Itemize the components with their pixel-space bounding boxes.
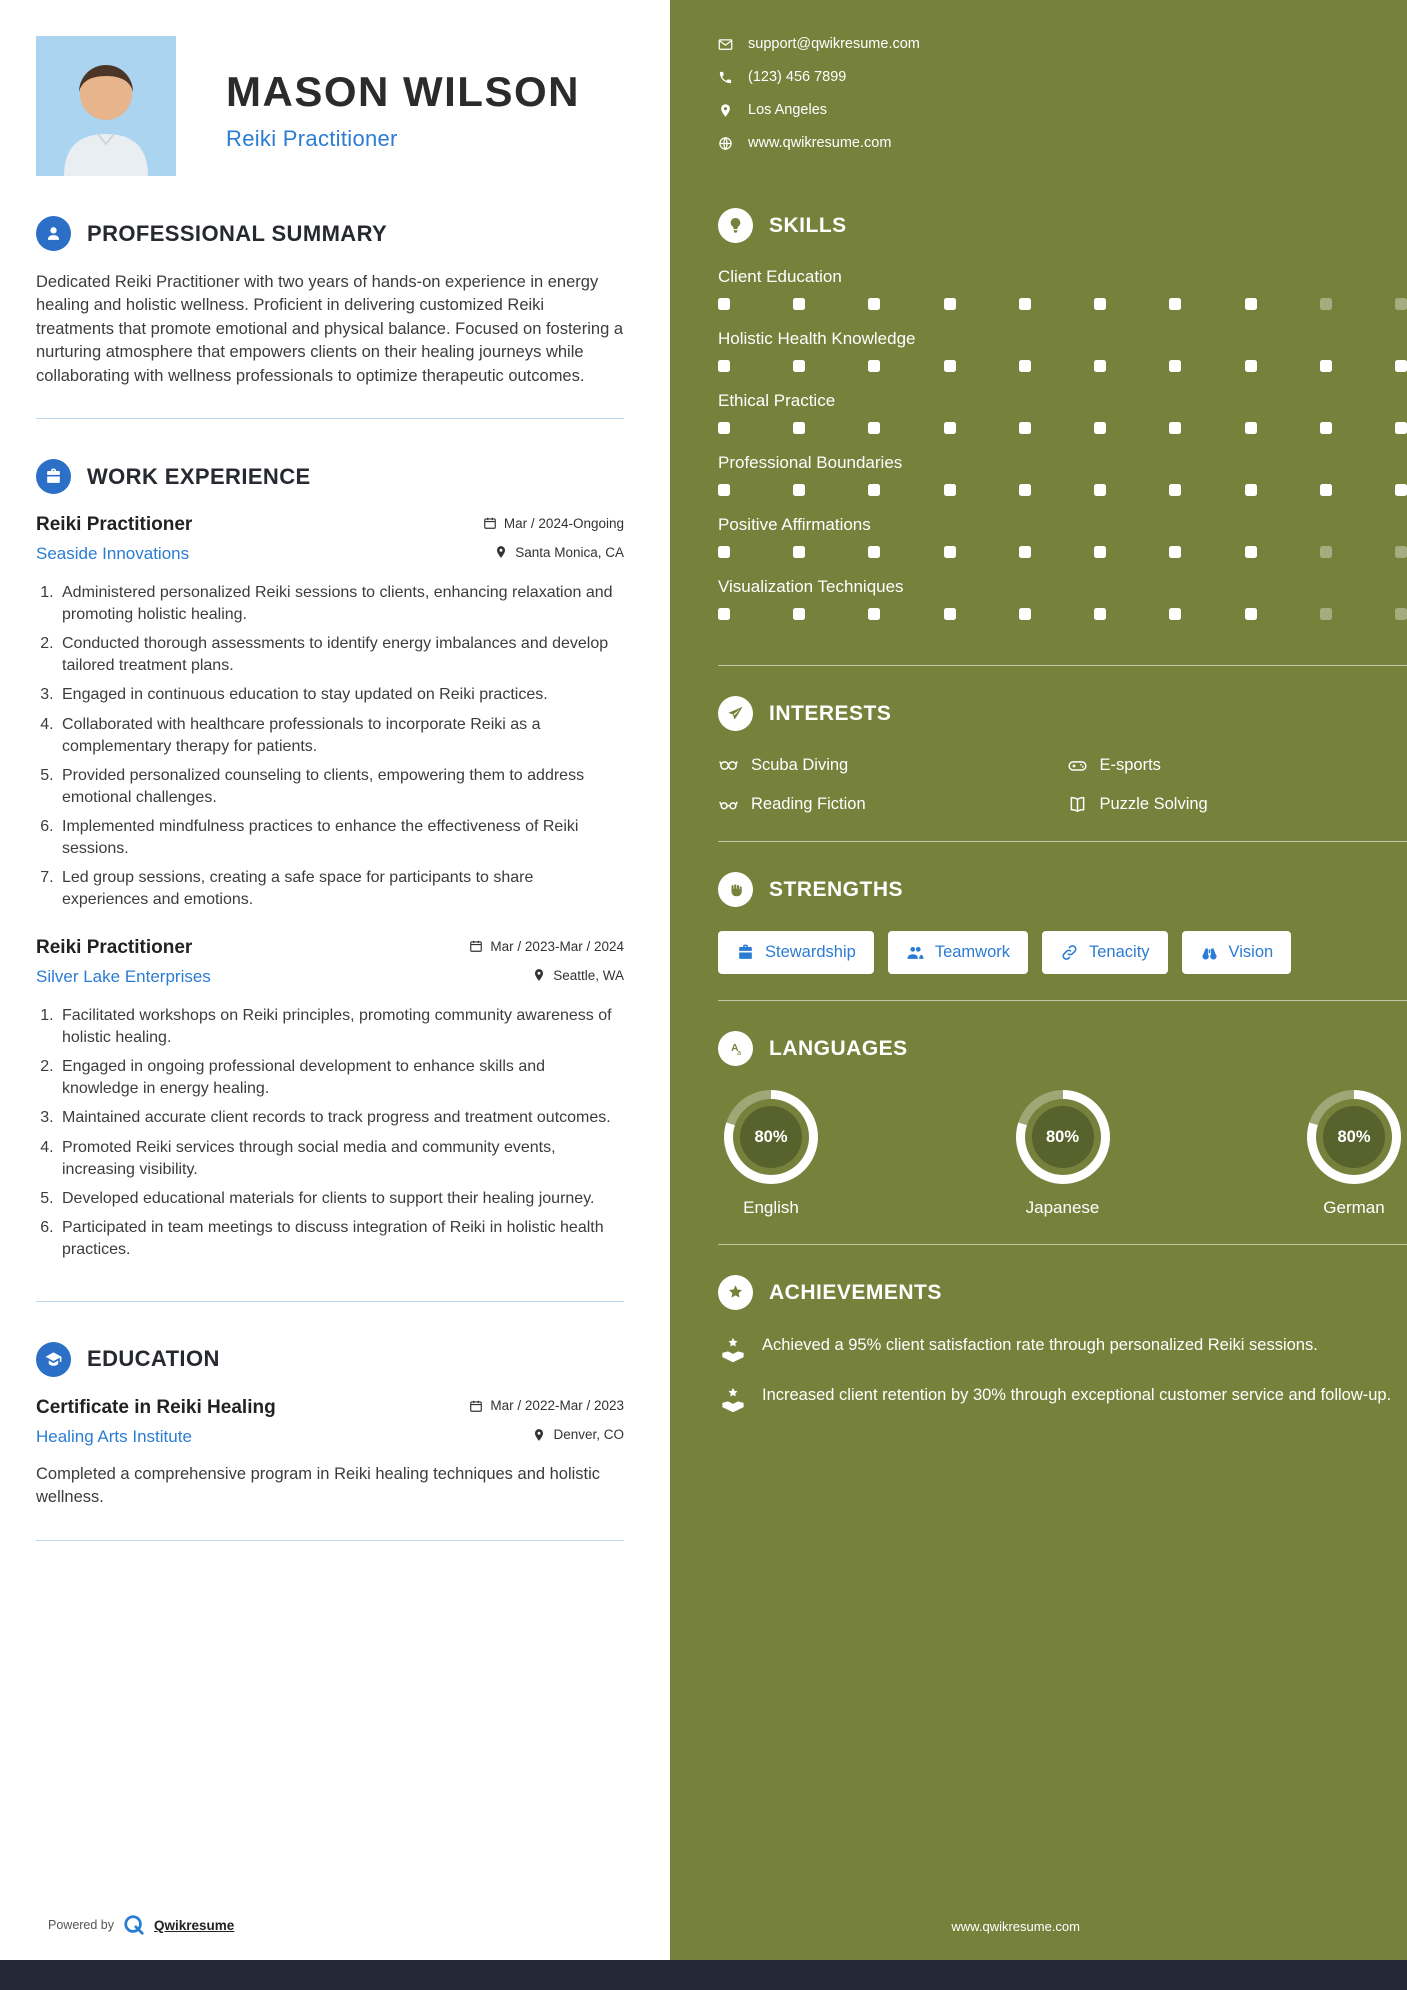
skill-name: Positive Affirmations: [718, 515, 871, 534]
strength-stewardship: [718, 931, 874, 974]
job-company-row: [36, 544, 624, 564]
skill-level-square: [1245, 422, 1257, 434]
contact-block: [718, 36, 1407, 168]
strengths-grid: [718, 931, 1407, 974]
language-progress-ring: [1307, 1090, 1401, 1184]
skill-item: [718, 515, 1407, 558]
svg-text:a: a: [737, 1048, 742, 1057]
skill-level-square: [1019, 484, 1031, 496]
job-company: Seaside Innovations: [36, 544, 190, 564]
job-entry: [36, 514, 624, 911]
skill-level-square: [718, 360, 730, 372]
calendar-icon: [469, 1399, 483, 1413]
translate-icon: [718, 1031, 753, 1066]
interest-item: [1067, 755, 1407, 776]
sidebar-content: [718, 36, 1407, 1940]
skill-level-square: [1019, 422, 1031, 434]
skill-item: [718, 391, 1407, 434]
language-name: Japanese: [1025, 1198, 1100, 1217]
job-title: Reiki Practitioner: [36, 514, 193, 536]
pin-icon: [494, 545, 508, 559]
education-school-row: [36, 1427, 624, 1447]
skill-level-square: [718, 608, 730, 620]
skill-level-square: [793, 298, 805, 310]
experience-bullet: 4. Collaborated with healthcare professionals to incorporate Reiki as a complementary therapy for patients.: [58, 714, 624, 758]
experience-bullet: 5. Developed educational materials for clients to support their healing journey.: [58, 1188, 624, 1210]
skill-level-square: [1395, 546, 1407, 558]
interest-label: Reading Fiction: [751, 795, 866, 813]
glasses-icon: [718, 794, 739, 815]
languages-heading: LANGUAGES: [769, 1036, 908, 1060]
skill-level-square: [793, 422, 805, 434]
candidate-name: MASON WILSON: [226, 68, 580, 115]
degree-title: Certificate in Reiki Healing: [36, 1396, 276, 1418]
skill-level-square: [718, 484, 730, 496]
skill-level-square: [868, 546, 880, 558]
skill-level-square: [1320, 298, 1332, 310]
skill-level-square: [1094, 298, 1106, 310]
strength-label: Vision: [1228, 943, 1274, 961]
interest-label: Puzzle Solving: [1099, 795, 1208, 813]
skill-level-square: [1245, 298, 1257, 310]
skill-level-square: [944, 360, 956, 372]
candidate-title: Reiki Practitioner: [226, 126, 398, 151]
skill-level-square: [1019, 360, 1031, 372]
contact-phone: (123) 456 7899: [748, 69, 847, 85]
language-name: German: [1323, 1198, 1385, 1217]
left-column: [0, 0, 670, 1960]
bottom-accent-bar: [0, 1960, 1407, 1990]
name-block: [226, 36, 580, 176]
skill-level-square: [868, 360, 880, 372]
languages-section: [718, 1031, 1407, 1218]
skill-level-meter: [718, 422, 1407, 434]
experience-bullet: 1. Administered personalized Reiki sessions to clients, enhancing relaxation and promoting holistic healing.: [58, 582, 624, 626]
education-dates: [469, 1398, 624, 1413]
skill-level-square: [1169, 546, 1181, 558]
interests-section-head: [718, 696, 1407, 731]
experience-bullet: 4. Promoted Reiki services through social media and community events, increasing visibility.: [58, 1137, 624, 1181]
contact-email-row: [718, 36, 1407, 52]
hand-star-icon: [718, 1336, 748, 1366]
section-divider: [36, 418, 624, 419]
experience-bullet: 1. Facilitated workshops on Reiki principles, promoting community awareness of holistic healing.: [58, 1005, 624, 1049]
profile-photo: [36, 36, 176, 176]
experience-bullet: 7. Led group sessions, creating a safe space for participants to share experiences and emotions.: [58, 867, 624, 911]
skill-level-square: [1395, 484, 1407, 496]
interest-label: Scuba Diving: [751, 756, 849, 774]
graduation-cap-icon: [36, 1342, 71, 1377]
achievements-section-head: [718, 1275, 1407, 1310]
skill-level-square: [944, 546, 956, 558]
skill-level-square: [1245, 608, 1257, 620]
skills-heading: SKILLS: [769, 213, 847, 237]
job-dates: [483, 516, 624, 531]
strength-vision: [1182, 931, 1292, 974]
job-title-row: [36, 937, 624, 959]
skill-level-square: [793, 608, 805, 620]
summary-section: [36, 216, 624, 388]
sidebar-footer-site[interactable]: www.qwikresume.com: [951, 1919, 1080, 1934]
powered-by-label: Powered by: [48, 1918, 115, 1932]
star-icon: [718, 1275, 753, 1310]
globe-icon: [718, 136, 733, 151]
right-sidebar: [670, 0, 1407, 1960]
qwikresume-logo-icon: [123, 1914, 145, 1936]
work-experience-section: [36, 459, 624, 1271]
contact-website-row: [718, 135, 1407, 151]
education-entry: [36, 1397, 624, 1510]
contact-phone-row: [718, 69, 1407, 85]
achievement-item: [718, 1384, 1407, 1416]
school-name: Healing Arts Institute: [36, 1426, 192, 1446]
experience-bullet: 6. Participated in team meetings to discuss integration of Reiki in holistic health practices.: [58, 1217, 624, 1261]
language-percent: 80%: [740, 1106, 802, 1168]
skill-level-square: [1395, 608, 1407, 620]
skill-level-square: [1320, 360, 1332, 372]
achievement-text: Achieved a 95% client satisfaction rate through personalized Reiki sessions.: [762, 1336, 1318, 1354]
job-bullet-list: [36, 582, 624, 911]
envelope-icon: [718, 37, 733, 52]
qwikresume-brand-link[interactable]: Qwikresume: [154, 1917, 235, 1933]
skill-level-meter: [718, 298, 1407, 310]
skill-name: Professional Boundaries: [718, 453, 903, 472]
job-bullet-list: [36, 1005, 624, 1261]
skill-level-square: [1094, 484, 1106, 496]
skill-level-meter: [718, 608, 1407, 620]
experience-bullet: 5. Provided personalized counseling to clients, empowering them to address emotional challenges.: [58, 765, 624, 809]
briefcase-icon: [36, 459, 71, 494]
gamepad-icon: [1067, 755, 1088, 776]
strength-tenacity: [1042, 931, 1168, 974]
interest-item: [1067, 794, 1407, 815]
job-company: Silver Lake Enterprises: [36, 967, 211, 987]
skill-item: [718, 267, 1407, 310]
language-percent: 80%: [1032, 1106, 1094, 1168]
skill-name: Holistic Health Knowledge: [718, 329, 916, 348]
people-icon: [906, 943, 925, 962]
person-icon: [36, 216, 71, 251]
education-description: Completed a comprehensive program in Reiki healing techniques and holistic wellness.: [36, 1464, 601, 1507]
skill-level-square: [793, 546, 805, 558]
language-item: [1301, 1090, 1407, 1218]
education-location-text: Denver, CO: [553, 1427, 624, 1443]
interest-label: E-sports: [1099, 756, 1161, 774]
skill-level-square: [793, 360, 805, 372]
identity-header: [36, 36, 624, 176]
skill-level-square: [1245, 360, 1257, 372]
contact-email[interactable]: support@qwikresume.com: [748, 36, 920, 52]
languages-grid: [718, 1090, 1407, 1218]
skill-level-square: [868, 484, 880, 496]
education-heading: EDUCATION: [87, 1346, 220, 1372]
skill-level-square: [718, 546, 730, 558]
ring-gap: [1025, 1099, 1101, 1175]
skill-level-square: [944, 422, 956, 434]
language-item: [1010, 1090, 1116, 1218]
skill-name: Visualization Techniques: [718, 577, 904, 596]
interests-heading: INTERESTS: [769, 701, 892, 725]
skill-level-square: [1019, 546, 1031, 558]
skill-level-square: [1019, 298, 1031, 310]
achievement-item: [718, 1334, 1407, 1366]
scuba-mask-icon: [718, 755, 739, 776]
job-dates: [469, 939, 624, 954]
phone-icon: [718, 70, 733, 85]
summary-section-head: [36, 216, 624, 251]
contact-website[interactable]: www.qwikresume.com: [748, 135, 892, 151]
paper-plane-icon: [718, 696, 753, 731]
language-progress-ring: [1016, 1090, 1110, 1184]
experience-bullet: 2. Conducted thorough assessments to identify energy imbalances and develop tailored treatment plans.: [58, 633, 624, 677]
education-section-head: [36, 1342, 624, 1377]
fist-icon: [718, 872, 753, 907]
pin-icon: [532, 968, 546, 982]
education-section: [36, 1342, 624, 1510]
skill-item: [718, 577, 1407, 620]
lightbulb-icon: [718, 208, 753, 243]
skill-name: Ethical Practice: [718, 391, 836, 410]
skill-level-square: [1169, 360, 1181, 372]
interest-item: [718, 755, 1059, 776]
language-name: English: [743, 1198, 799, 1217]
job-location-text: Santa Monica, CA: [515, 544, 624, 560]
ring-gap: [1316, 1099, 1392, 1175]
work-section-head: [36, 459, 624, 494]
skill-level-meter: [718, 546, 1407, 558]
pin-icon: [532, 1428, 546, 1442]
ring-gap: [733, 1099, 809, 1175]
interests-grid: [718, 755, 1407, 815]
job-location-text: Seattle, WA: [553, 967, 624, 983]
skill-name: Client Education: [718, 267, 842, 286]
skill-level-square: [1169, 608, 1181, 620]
experience-bullet: 6. Implemented mindfulness practices to enhance the effectiveness of Reiki sessions.: [58, 816, 624, 860]
strengths-heading: STRENGTHS: [769, 877, 904, 901]
skill-level-square: [1094, 546, 1106, 558]
skill-level-square: [944, 608, 956, 620]
skill-level-square: [868, 422, 880, 434]
experience-bullet: 3. Maintained accurate client records to track progress and treatment outcomes.: [58, 1107, 624, 1129]
languages-section-head: [718, 1031, 1407, 1066]
skill-level-square: [718, 422, 730, 434]
experience-bullet: 3. Engaged in continuous education to stay updated on Reiki practices.: [58, 684, 624, 706]
skills-section: [718, 208, 1407, 639]
experience-bullet: 2. Engaged in ongoing professional development to enhance skills and knowledge in energy healing.: [58, 1056, 624, 1100]
sidebar-divider: [718, 1000, 1407, 1001]
skill-level-square: [944, 484, 956, 496]
job-dates-text: Mar / 2023-Mar / 2024: [490, 938, 624, 954]
skill-level-square: [793, 484, 805, 496]
skill-level-square: [868, 298, 880, 310]
strength-label: Stewardship: [765, 943, 856, 961]
binoculars-icon: [1200, 943, 1219, 962]
summary-heading: PROFESSIONAL SUMMARY: [87, 220, 388, 246]
skills-section-head: [718, 208, 1407, 243]
job-dates-text: Mar / 2024-Ongoing: [503, 515, 624, 531]
skill-level-square: [1395, 360, 1407, 372]
powered-by-footer: [36, 1914, 624, 1936]
job-location: [532, 968, 624, 983]
briefcase-icon: [736, 943, 755, 962]
job-title: Reiki Practitioner: [36, 937, 193, 959]
skill-level-square: [1169, 298, 1181, 310]
job-location: [494, 545, 624, 560]
achievement-text: Increased client retention by 30% through exceptional customer service and follow-up.: [762, 1386, 1392, 1404]
language-percent: 80%: [1323, 1106, 1385, 1168]
skill-level-square: [1245, 546, 1257, 558]
education-dates-text: Mar / 2022-Mar / 2023: [490, 1398, 624, 1414]
job-company-row: [36, 967, 624, 987]
skill-level-square: [1320, 608, 1332, 620]
section-divider: [36, 1301, 624, 1302]
skill-level-square: [1320, 546, 1332, 558]
language-progress-ring: [724, 1090, 818, 1184]
sidebar-divider: [718, 1244, 1407, 1245]
svg-text:A: A: [731, 1042, 739, 1054]
strengths-section: [718, 872, 1407, 974]
skill-level-square: [1169, 484, 1181, 496]
skill-item: [718, 453, 1407, 496]
achievements-section: [718, 1275, 1407, 1434]
skill-level-square: [1169, 422, 1181, 434]
education-location: [532, 1427, 624, 1442]
skill-level-square: [1320, 422, 1332, 434]
skill-level-square: [1094, 360, 1106, 372]
skill-level-meter: [718, 360, 1407, 372]
hand-star-icon: [718, 1386, 748, 1416]
contact-location-row: [718, 102, 1407, 118]
summary-text: Dedicated Reiki Practitioner with two years of hands-on experience in energy healing and holistic wellness. Proficient in delivering customized Reiki treatments that promote emotional and physical balance. Focused on fostering a nurturing atmosphere that empowers clients on their healing journeys while collaborating with wellness professionals to optimize therapeutic outcomes.: [36, 273, 624, 385]
skill-level-square: [1019, 608, 1031, 620]
section-divider: [36, 1540, 624, 1541]
contact-location: Los Angeles: [748, 102, 828, 118]
interests-section: [718, 696, 1407, 815]
calendar-icon: [483, 516, 497, 530]
education-title-row: [36, 1397, 624, 1419]
job-entry: [36, 937, 624, 1261]
achievements-heading: ACHIEVEMENTS: [769, 1280, 942, 1304]
calendar-icon: [469, 939, 483, 953]
skill-level-square: [868, 608, 880, 620]
skill-level-square: [944, 298, 956, 310]
work-heading: WORK EXPERIENCE: [87, 463, 311, 489]
skill-level-square: [1320, 484, 1332, 496]
sidebar-divider: [718, 665, 1407, 666]
interest-item: [718, 794, 1059, 815]
skill-level-square: [718, 298, 730, 310]
strength-label: Teamwork: [934, 943, 1010, 961]
skill-item: [718, 329, 1407, 372]
sidebar-divider: [718, 841, 1407, 842]
link-icon: [1060, 943, 1079, 962]
language-item: [718, 1090, 824, 1218]
skill-level-square: [1395, 298, 1407, 310]
strengths-section-head: [718, 872, 1407, 907]
person-portrait-illustration: [36, 36, 176, 176]
job-title-row: [36, 514, 624, 536]
skill-level-square: [1245, 484, 1257, 496]
skill-level-square: [1094, 422, 1106, 434]
skill-level-meter: [718, 484, 1407, 496]
skill-level-square: [1395, 422, 1407, 434]
skill-level-square: [1094, 608, 1106, 620]
book-icon: [1067, 794, 1088, 815]
strength-label: Tenacity: [1089, 943, 1150, 961]
map-pin-icon: [718, 103, 733, 118]
strength-teamwork: [888, 931, 1028, 974]
